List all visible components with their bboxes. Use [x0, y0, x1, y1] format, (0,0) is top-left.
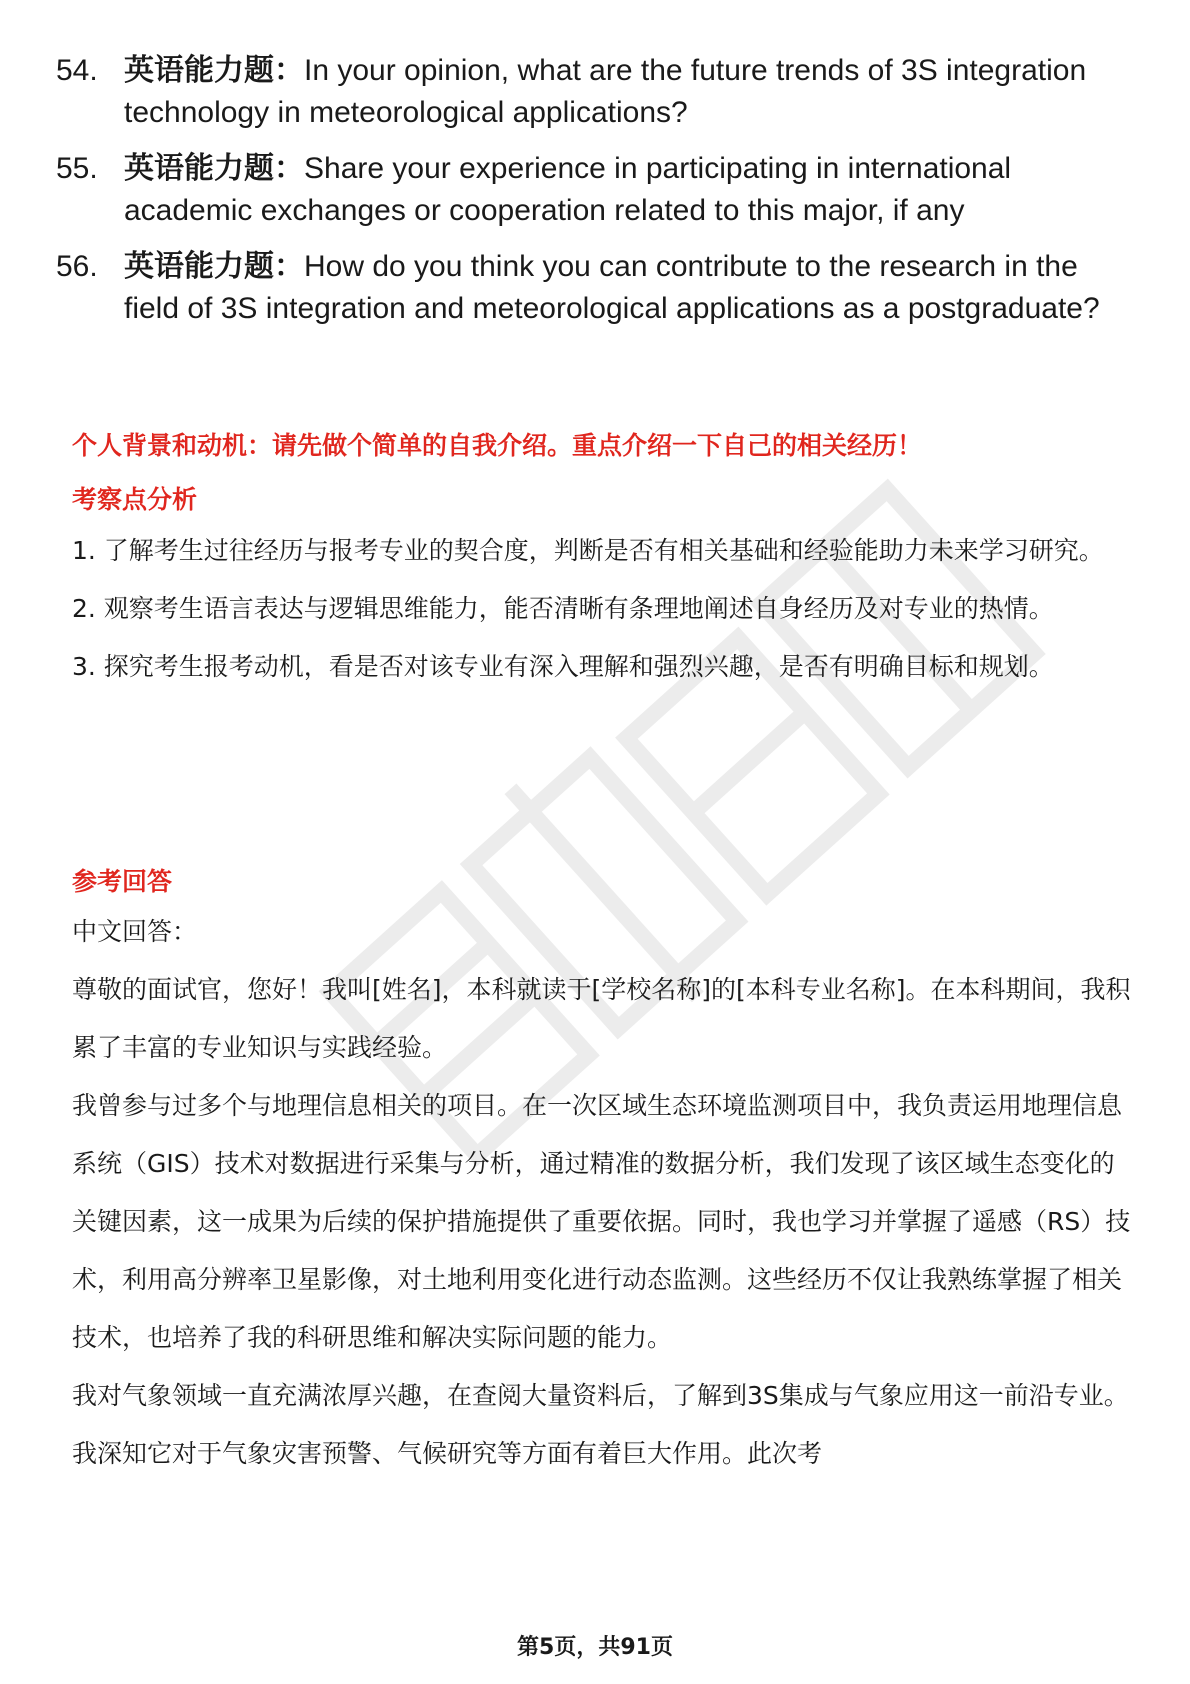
- question-body: [124, 148, 1136, 232]
- question-tag: 英语能力题：: [124, 151, 304, 186]
- question-text: How do you think you can contribute to the research in the field of 3S integration and meteorological applications as a postgraduate?: [124, 250, 1100, 325]
- answer-heading: 参考回答: [72, 867, 173, 896]
- question-list: [56, 50, 1136, 344]
- analysis-points: [72, 522, 1132, 696]
- answer-section: [72, 866, 1132, 898]
- analysis-point: 3. 探究考生报考动机，看是否对该专业有深入理解和强烈兴趣，是否有明确目标和规划。: [72, 652, 1054, 681]
- question-text: Share your experience in participating in international academic exchanges or cooperation related to this major, if any: [124, 152, 1012, 227]
- answer-paragraph: 尊敬的面试官，您好！我叫[姓名]，本科就读于[学校名称]的[本科专业名称]。在本科期间，我积累了丰富的专业知识与实践经验。: [72, 975, 1131, 1062]
- analysis-point: 2. 观察考生语言表达与逻辑思维能力，能否清晰有条理地阐述自身经历及对专业的热情。: [72, 594, 1054, 623]
- analysis-point: 1. 了解考生过往经历与报考专业的契合度，判断是否有相关基础和经验能助力未来学习研究。: [72, 536, 1104, 565]
- question-text: In your opinion, what are the future trends of 3S integration technology in meteorological applications?: [124, 54, 1087, 129]
- question-number: 56.: [56, 250, 98, 283]
- question-item: [56, 50, 1136, 134]
- question-number: 54.: [56, 54, 98, 87]
- question-body: [124, 246, 1136, 330]
- page-footer: 第5页，共91页: [517, 1635, 673, 1660]
- answer-body: [72, 903, 1132, 1483]
- analysis-section: [72, 484, 1132, 516]
- answer-paragraph: 我曾参与过多个与地理信息相关的项目。在一次区域生态环境监测项目中，我负责运用地理信息系统（GIS）技术对数据进行采集与分析，通过精准的数据分析，我们发现了该区域生态变化的关键因素，这一成果为后续的保护措施提供了重要依据。同时，我也学习并掌握了遥感（RS）技术，利用高分辨率卫星影像，对土地利用变化进行动态监测。这些经历不仅让我熟练掌握了相关技术，也培养了我的科研思维和解决实际问题的能力。: [72, 1091, 1131, 1352]
- analysis-heading: 考察点分析: [72, 485, 198, 514]
- question-tag: 英语能力题：: [124, 249, 304, 284]
- question-body: [124, 50, 1136, 134]
- section-title: 个人背景和动机：请先做个简单的自我介绍。重点介绍一下自己的相关经历！: [72, 431, 923, 460]
- question-tag: 英语能力题：: [124, 53, 304, 88]
- question-number: 55.: [56, 152, 98, 185]
- question-item: [56, 246, 1136, 330]
- answer-subheading: 中文回答：: [72, 917, 198, 946]
- answer-paragraph: 我对气象领域一直充满浓厚兴趣，在查阅大量资料后，了解到3S集成与气象应用这一前沿专业。我深知它对于气象灾害预警、气候研究等方面有着巨大作用。此次考: [72, 1381, 1129, 1468]
- section-title-block: [72, 430, 1132, 462]
- question-item: [56, 148, 1136, 232]
